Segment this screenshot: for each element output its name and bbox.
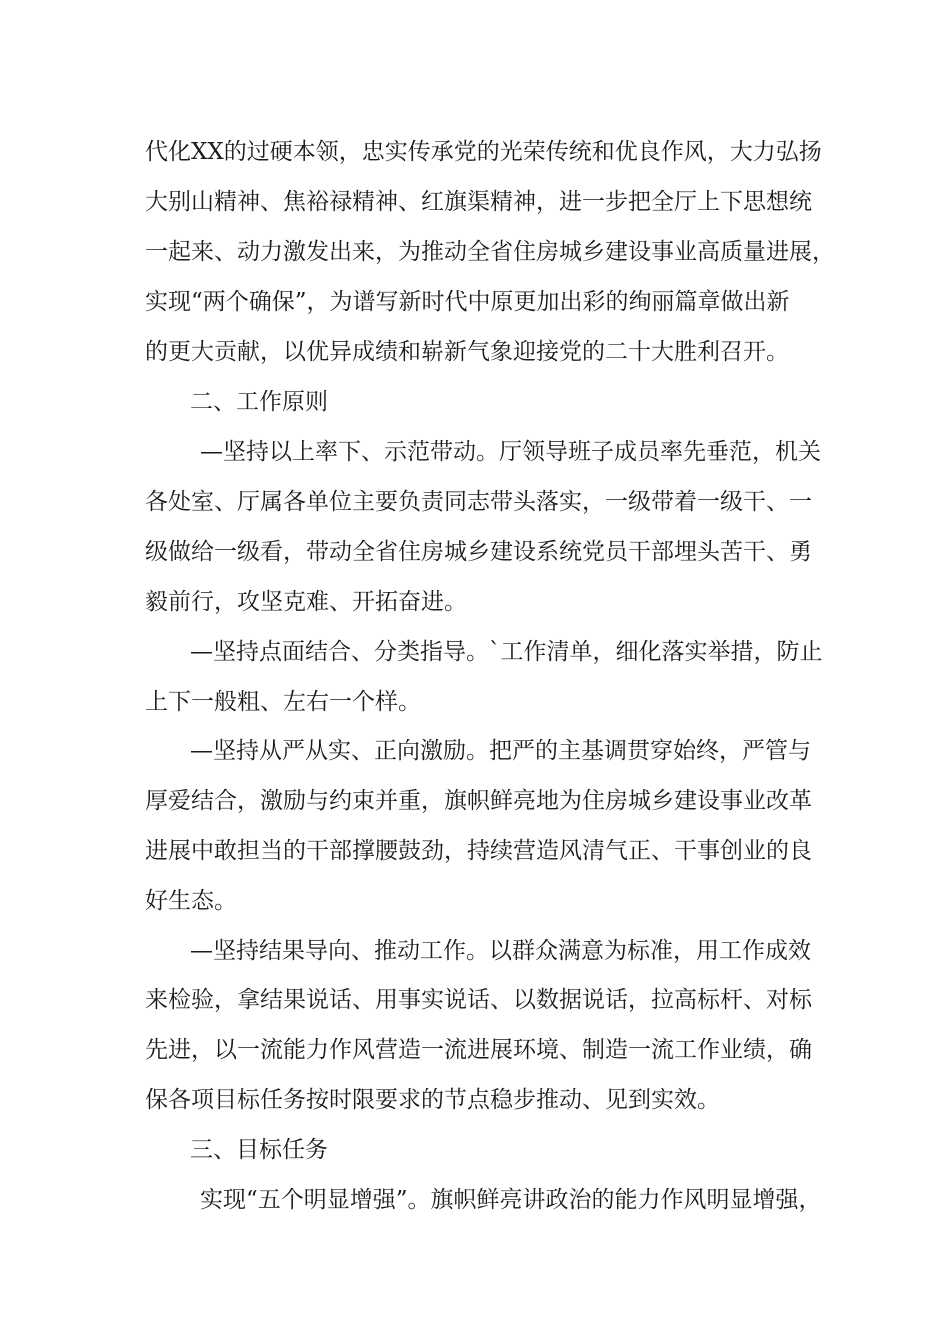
body-text-line: 实现“五个明显增强”。旗帜鲜亮讲政治的能力作风明显增强， xyxy=(200,1187,822,1213)
body-text-line: 大别山精神、焦裕禄精神、红旗渠精神，进一步把全厅上下思想统 xyxy=(145,189,812,215)
body-text-line: 先进，以一流能力作风营造一流进展环境、制造一流工作业绩，确 xyxy=(145,1037,812,1063)
body-text-line: 厚爱结合，激励与约束并重，旗帜鲜亮地为住房城乡建设事业改革 xyxy=(145,788,812,814)
body-text-line: 一起来、动力激发出来，为推动全省住房城乡建设事业高质量进展， xyxy=(145,239,835,265)
body-text-line: 的更大贡献，以优异成绩和崭新气象迎接党的二十大胜利召开。 xyxy=(145,339,789,365)
body-text-line: 实现“两个确保”，为谱写新时代中原更加出彩的绚丽篇章做出新 xyxy=(145,289,790,315)
body-text-line: 毅前行，攻坚克难、开拓奋进。 xyxy=(145,589,467,615)
body-text-line: —坚持结果导向、推动工作。以群众满意为标准，用工作成效 xyxy=(190,938,811,964)
section-heading-principles: 二、工作原则 xyxy=(190,389,328,415)
body-text-line: —坚持从严从实、正向激励。把严的主基调贯穿始终，严管与 xyxy=(190,738,811,764)
body-text-line: 来检验，拿结果说话、用事实说话、以数据说话，拉高标杆、对标 xyxy=(145,987,812,1013)
body-text-line: —坚持以上率下、示范带动。厅领导班子成员率先垂范，机关 xyxy=(200,439,821,465)
body-text-line: 好生态。 xyxy=(145,888,237,914)
body-text-line: —坚持点面结合、分类指导。`工作清单，细化落实举措，防止 xyxy=(190,639,823,665)
body-text-line: 级做给一级看，带动全省住房城乡建设系统党员干部埋头苦干、勇 xyxy=(145,539,812,565)
body-text-line: 上下一般粗、左右一个样。 xyxy=(145,689,421,715)
body-text-line: 代化XX的过硬本领，忠实传承党的光荣传统和优良作风，大力弘扬 xyxy=(145,139,822,165)
body-text-line: 保各项目标任务按时限要求的节点稳步推动、见到实效。 xyxy=(145,1087,720,1113)
section-heading-goals: 三、目标任务 xyxy=(190,1137,328,1163)
body-text-line: 进展中敢担当的干部撑腰鼓劲，持续营造风清气正、干事创业的良 xyxy=(145,838,812,864)
body-text-line: 各处室、厅属各单位主要负责同志带头落实，一级带着一级干、一 xyxy=(145,489,812,515)
